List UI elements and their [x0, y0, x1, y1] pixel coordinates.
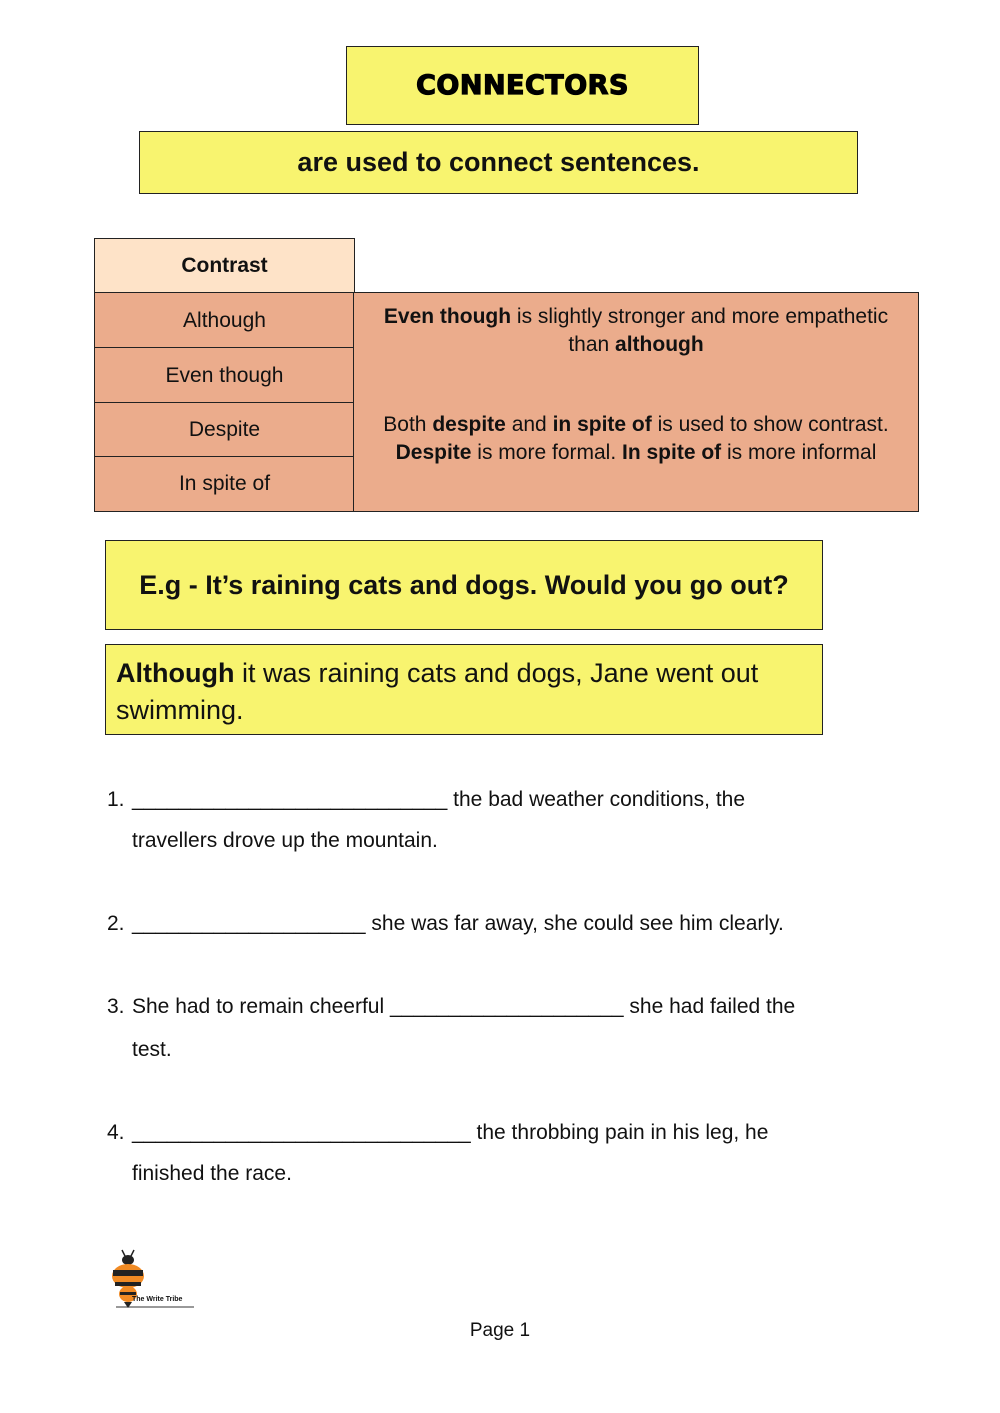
note1-bold-although: although — [615, 333, 704, 356]
table-header-contrast — [94, 238, 355, 294]
question-1 — [107, 788, 997, 852]
connector-in-spite-of: In spite of — [178, 472, 271, 495]
bee-logo — [110, 1248, 200, 1312]
table-row — [94, 347, 355, 404]
question-text-line2: test. — [132, 1038, 172, 1061]
note1-text: is slightly stronger and more empathetic than — [511, 305, 889, 356]
example-answer-text: it was raining cats and dogs, Jane went out swimming. — [116, 658, 759, 725]
question-text-line1: _____________________________ the throbbing pain in his leg, he — [132, 1121, 769, 1144]
example-answer-box — [105, 644, 823, 735]
table-row — [94, 456, 355, 512]
note2-text-2: is used to show contrast. — [651, 413, 889, 436]
logo-caption: The Write Tribe — [132, 1296, 183, 1303]
page-number: Page 1 — [469, 1320, 531, 1341]
note2-text-3: is more formal. — [471, 441, 622, 464]
question-number: 1. — [107, 788, 125, 811]
subtitle-box — [139, 131, 858, 194]
note2-bold-despite-2: Despite — [395, 441, 472, 464]
connector-even-though: Even though — [165, 363, 284, 387]
table-row — [94, 292, 355, 349]
table-header-label: Contrast — [181, 254, 268, 277]
question-4 — [107, 1121, 997, 1185]
example-question: E.g - It’s raining cats and dogs. Would you go out? — [139, 569, 789, 600]
title-box — [346, 46, 699, 125]
question-text-line2: finished the race. — [132, 1162, 292, 1185]
question-text-line2: travellers drove up the mountain. — [132, 829, 438, 852]
note-despite — [353, 401, 919, 512]
page-title: CONNECTORS — [416, 70, 629, 101]
example-answer-bold: Although — [116, 658, 235, 688]
question-number: 2. — [107, 912, 125, 935]
note2-text-1: and — [505, 413, 553, 436]
connector-despite: Despite — [188, 418, 261, 441]
question-text-line1: ____________________ she was far away, she could see him clearly. — [132, 912, 784, 935]
example-question-box — [105, 540, 823, 630]
note2-text-4: is more informal — [721, 441, 877, 464]
note2-bold-in-spite-of: in spite of — [552, 413, 652, 436]
note1-bold-even-though: Even though — [383, 305, 512, 328]
question-text-line1: She had to remain cheerful ____________________ she had failed the — [132, 995, 796, 1018]
note2-bold-in-spite-of-2: In spite of — [622, 441, 722, 464]
connector-although: Although — [183, 308, 266, 332]
question-3 — [107, 996, 997, 1066]
question-number: 3. — [107, 995, 125, 1018]
note2-bold-despite: despite — [432, 413, 506, 436]
table-row — [94, 402, 355, 458]
question-2 — [107, 913, 997, 943]
question-number: 4. — [107, 1121, 125, 1144]
question-text-line1: ___________________________ the bad weather conditions, the — [132, 788, 746, 811]
note2-text-0: Both — [383, 413, 433, 436]
subtitle: are used to connect sentences. — [297, 147, 700, 177]
note-even-though — [353, 292, 919, 403]
